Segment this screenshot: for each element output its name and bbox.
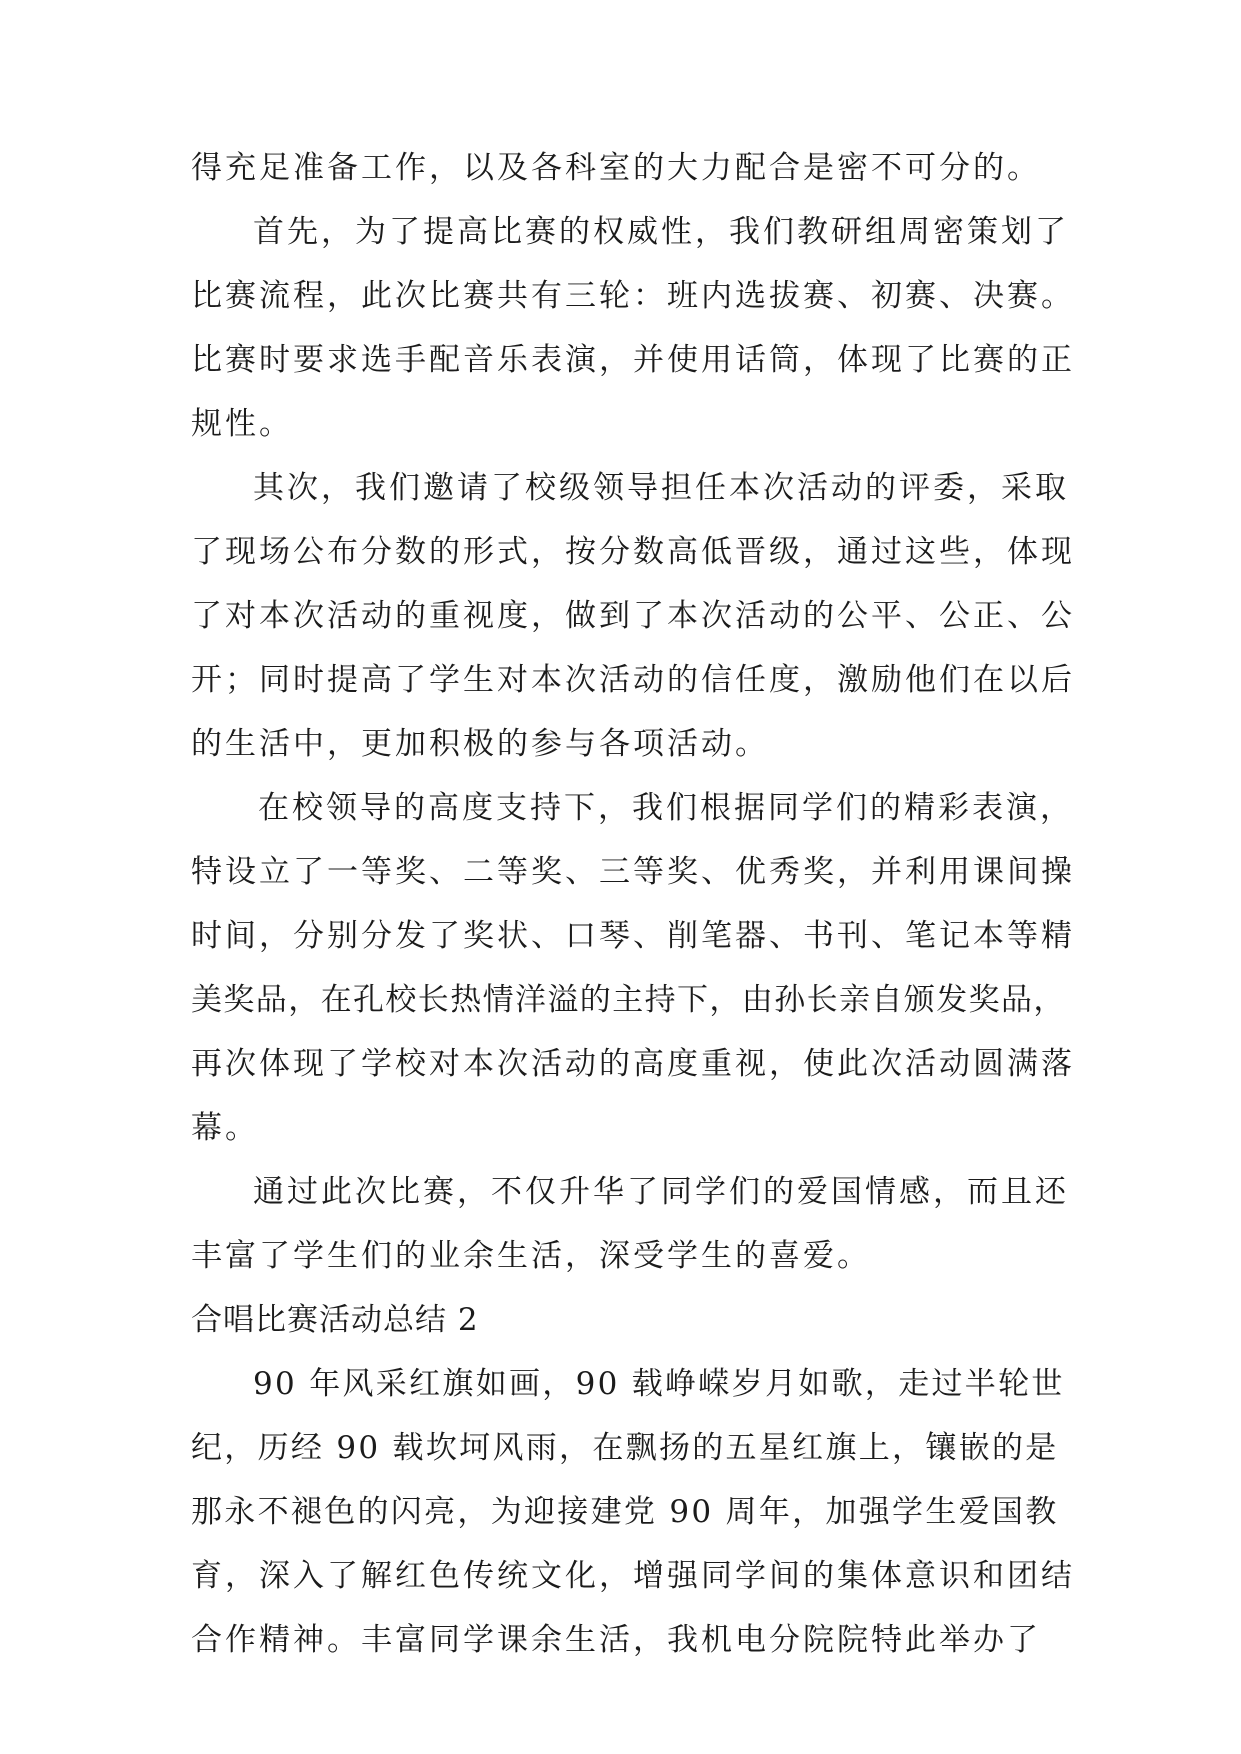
text-line: 了对本次活动的重视度，做到了本次活动的公平、公正、公 [191, 598, 1075, 634]
text-line: 特设立了一等奖、二等奖、三等奖、优秀奖，并利用课间操 [191, 854, 1075, 890]
text-line: 首先，为了提高比赛的权威性，我们教研组周密策划了 [253, 214, 1069, 250]
text-line: 得充足准备工作，以及各科室的大力配合是密不可分的。 [191, 150, 1041, 186]
section-heading: 合唱比赛活动总结 2 [191, 1302, 479, 1338]
text-line: 幕。 [191, 1110, 259, 1146]
text-line: 时间，分别分发了奖状、口琴、削笔器、书刊、笔记本等精 [191, 918, 1075, 954]
text-line: 比赛时要求选手配音乐表演，并使用话筒，体现了比赛的正 [191, 342, 1075, 378]
text-line: 合作精神。丰富同学课余生活，我机电分院院特此举办了 [191, 1622, 1041, 1658]
text-line: 再次体现了学校对本次活动的高度重视，使此次活动圆满落 [191, 1046, 1075, 1082]
text-line: 在校领导的高度支持下，我们根据同学们的精彩表演， [258, 790, 1074, 826]
text-line: 通过此次比赛，不仅升华了同学们的爱国情感，而且还 [253, 1174, 1069, 1210]
text-line: 规性。 [191, 406, 293, 442]
text-line: 比赛流程，此次比赛共有三轮：班内选拔赛、初赛、决赛。 [191, 278, 1075, 314]
text-line: 纪，历经 90 载坎坷风雨，在飘扬的五星红旗上，镶嵌的是 [191, 1430, 1059, 1466]
text-line: 开；同时提高了学生对本次活动的信任度，激励他们在以后 [191, 662, 1075, 698]
text-line: 丰富了学生们的业余生活，深受学生的喜爱。 [191, 1238, 871, 1274]
text-line: 其次，我们邀请了校级领导担任本次活动的评委，采取 [253, 470, 1069, 506]
text-line: 美奖品，在孔校长热情洋溢的主持下，由孙长亲自颁发奖品， [191, 982, 1066, 1018]
text-line: 的生活中，更加积极的参与各项活动。 [191, 726, 769, 762]
text-line: 了现场公布分数的形式，按分数高低晋级，通过这些，体现 [191, 534, 1075, 570]
text-line: 90 年风采红旗如画，90 载峥嵘岁月如歌，走过半轮世 [253, 1366, 1065, 1402]
text-line: 育，深入了解红色传统文化，增强同学间的集体意识和团结 [191, 1558, 1075, 1594]
text-line: 那永不褪色的闪亮，为迎接建党 90 周年，加强学生爱国教 [191, 1494, 1059, 1530]
